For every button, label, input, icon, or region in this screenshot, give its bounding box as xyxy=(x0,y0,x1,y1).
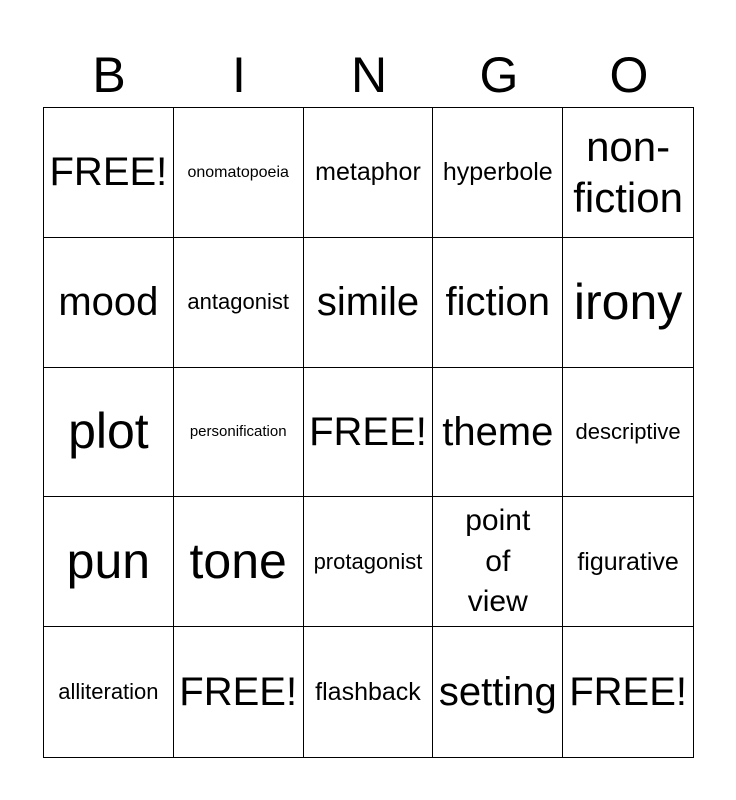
bingo-cell-r2c1 xyxy=(44,238,174,368)
bingo-cell-r5c4 xyxy=(433,627,563,757)
bingo-cell-r2c3 xyxy=(304,238,434,368)
bingo-cell-r1c5 xyxy=(563,108,693,238)
bingo-cell-r4c2 xyxy=(174,497,304,627)
cell-text: non- fiction xyxy=(573,123,683,222)
bingo-card-grid xyxy=(43,107,694,758)
bingo-cell-r1c1 xyxy=(44,108,174,238)
cell-text: descriptive xyxy=(575,418,681,444)
cell-text: irony xyxy=(573,273,683,330)
bingo-header xyxy=(44,42,694,108)
bingo-cell-r3c2 xyxy=(174,368,304,498)
bingo-cell-r1c4 xyxy=(433,108,563,238)
cell-text: point of view xyxy=(465,504,531,619)
cell-text: simile xyxy=(316,280,420,325)
bingo-cell-r2c5 xyxy=(563,238,693,368)
cell-text: onomatopoeia xyxy=(187,163,289,181)
cell-text: tone xyxy=(189,533,287,590)
bingo-cell-r1c2 xyxy=(174,108,304,238)
bingo-cell-r3c3 xyxy=(304,368,434,498)
cell-text: FREE! xyxy=(569,670,687,715)
cell-text: FREE! xyxy=(309,409,427,454)
bingo-cell-r5c1 xyxy=(44,627,174,757)
cell-text: protagonist xyxy=(313,548,423,574)
bingo-cell-r5c5 xyxy=(563,627,693,757)
bingo-cell-r3c5 xyxy=(563,368,693,498)
cell-text: alliteration xyxy=(58,678,159,704)
cell-text: personification xyxy=(189,422,287,440)
cell-text: pun xyxy=(66,533,151,590)
cell-text: figurative xyxy=(577,547,679,576)
cell-text: theme xyxy=(442,409,554,454)
header-letter-n: N xyxy=(350,47,388,103)
bingo-cell-r5c3 xyxy=(304,627,434,757)
header-letter-g: G xyxy=(479,47,519,103)
header-letter-o: O xyxy=(609,47,649,103)
bingo-cell-r4c3 xyxy=(304,497,434,627)
header-letter-b: B xyxy=(92,47,126,103)
bingo-cell-r3c4 xyxy=(433,368,563,498)
cell-text: fiction xyxy=(445,280,551,325)
bingo-cell-r2c2 xyxy=(174,238,304,368)
cell-text: flashback xyxy=(315,678,421,707)
bingo-cell-r1c3 xyxy=(304,108,434,238)
bingo-cell-r5c2 xyxy=(174,627,304,757)
cell-text: antagonist xyxy=(187,289,289,314)
cell-text: FREE! xyxy=(179,670,298,715)
cell-text: FREE! xyxy=(49,150,168,195)
bingo-cell-r4c1 xyxy=(44,497,174,627)
bingo-cell-r3c1 xyxy=(44,368,174,498)
bingo-cell-r2c4 xyxy=(433,238,563,368)
cell-text: mood xyxy=(58,280,159,325)
bingo-cell-r4c4 xyxy=(433,497,563,627)
cell-text: hyperbole xyxy=(442,158,553,187)
cell-text: plot xyxy=(68,403,149,460)
cell-text: metaphor xyxy=(315,158,421,187)
header-letter-i: I xyxy=(232,47,246,103)
bingo-cell-r4c5 xyxy=(563,497,693,627)
cell-text: setting xyxy=(438,670,557,715)
